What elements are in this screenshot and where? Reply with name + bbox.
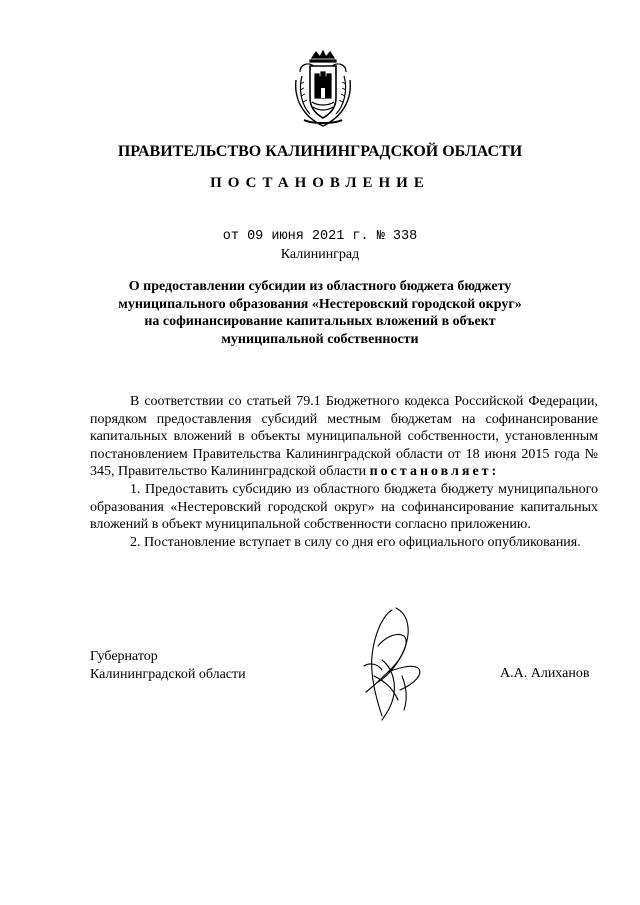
city: Калининград: [280, 247, 360, 262]
signatory-name: А.А. Алиханов: [500, 666, 590, 681]
preamble-paragraph: [90, 393, 598, 481]
coat-of-arms-emblem: [292, 50, 354, 130]
position-line: Калининградской области: [90, 667, 246, 682]
document-type: ПОСТАНОВЛЕНИЕ: [210, 175, 430, 191]
signatory-position: [90, 648, 246, 684]
handwritten-signature: [352, 606, 434, 726]
title-line: муниципального образования «Нестеровский городской округ»: [118, 296, 522, 312]
title-line: муниципальной собственности: [221, 331, 419, 347]
preamble-text: В соответствии со статьей 79.1 Бюджетного кодекса Российской Федерации, порядком предоставления субсидий местным бюджетам на софинансирование капитальных вложений в объекты муниципальной собственности, установленным постановлением Правительства Калининградской области от 18 июня 2015 года № 345, Правительство Калининградской области: [90, 394, 598, 480]
item-1: 1. Предоставить субсидию из областного бюджета бюджету муниципального образования «Нестеровский городской округ» на софинансирование капитальных вложений в объект муниципальной собственности согласно приложению.: [90, 481, 598, 533]
item-2: 2. Постановление вступает в силу со дня его официального опубликования.: [130, 534, 581, 550]
date-and-number: от 09 июня 2021 г. № 338: [222, 229, 418, 244]
title-line: О предоставлении субсидии из областного бюджета бюджету: [128, 279, 512, 294]
document-title: [0, 278, 640, 348]
title-line: на софинансирование капитальных вложений в объект: [144, 314, 496, 329]
document-body: [90, 393, 598, 551]
resolves-keyword: постановляет:: [369, 464, 500, 480]
government-name: ПРАВИТЕЛЬСТВО КАЛИНИНГРАДСКОЙ ОБЛАСТИ: [117, 143, 523, 160]
position-line: Губернатор: [90, 649, 158, 664]
